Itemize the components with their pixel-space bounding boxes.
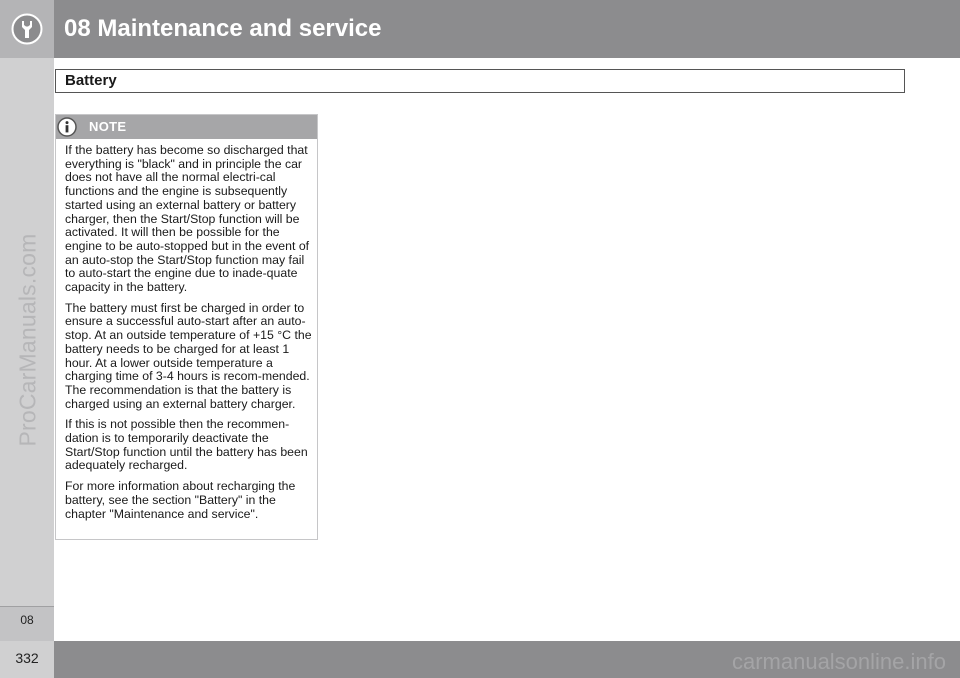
footer-watermark: carmanualsonline.info [731,649,946,674]
footer-bar [54,641,960,678]
note-paragraph: The battery must first be charged in order to ensure a successful auto-start after an auto-stop. At an outside temperature of +15 °C the battery needs to be charged for at least 1 hour. At a lower outside temperature a charging time of 3-4 hours is recom-mended. The recommendation is that the battery is charged using an external battery charger. [65,300,312,411]
chapter-icon-box [0,0,54,58]
page-number: 332 [15,650,39,666]
note-header [56,115,317,139]
info-icon [57,117,77,137]
side-watermark: ProCarManuals.com [14,233,41,447]
note-paragraph: If this is not possible then the recommen-dation is to temporarily deactivate the Start/Stop function until the battery has been adequately recharged. [65,417,308,473]
note-box [55,114,318,540]
section-title-box [55,69,905,93]
footer-page-box [0,641,54,678]
wrench-icon [11,13,43,45]
chapter-tab-label: 08 [20,613,34,627]
chapter-title: 08 Maintenance and service [64,15,382,42]
note-paragraph: For more information about recharging the battery, see the section "Battery" in the chapter "Maintenance and service". [65,479,296,521]
note-title: NOTE [89,119,127,134]
chapter-header [0,0,960,58]
note-paragraph: If the battery has become so discharged that everything is "black" and in principle the car does not have all the normal electri-cal functions and the engine is subsequently started using an external battery or battery charger, then the Start/Stop function will be activated. It will then be possible for the engine to be auto-stopped but in the event of an auto-stop the Start/Stop function may fail to auto-start the engine due to inade-quate capacity in the battery. [65,143,310,295]
section-title: Battery [65,72,117,89]
note-body [65,144,313,528]
